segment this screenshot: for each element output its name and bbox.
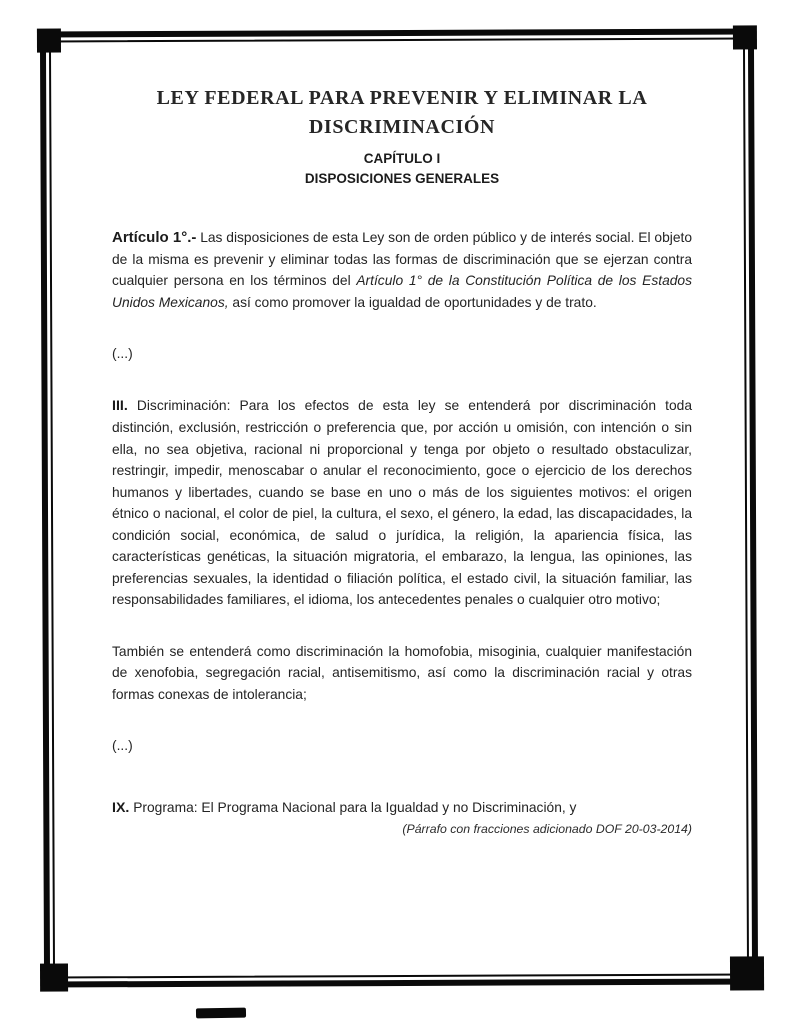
fraction-ix-label: IX. bbox=[112, 799, 130, 816]
document-title-line2: DISCRIMINACIÓN bbox=[308, 116, 496, 138]
paragraph-fraction-ix bbox=[112, 797, 692, 820]
frame-corner-top-left bbox=[37, 28, 61, 52]
chapter-subtitle: DISPOSICIONES GENERALES bbox=[304, 171, 500, 186]
fraction-iii-label: III. bbox=[112, 397, 128, 414]
ellipsis-marker-1: (...) bbox=[112, 346, 133, 361]
document-content bbox=[112, 84, 692, 836]
amendment-note: (Párrafo con fracciones adicionado DOF 20-03-2014) bbox=[402, 822, 692, 836]
article-1-label: Artículo 1°.- bbox=[112, 229, 197, 246]
frame-corner-bottom-right bbox=[730, 956, 764, 990]
chapter-heading: CAPÍTULO I bbox=[363, 151, 441, 166]
ellipsis-marker-2: (...) bbox=[112, 738, 133, 753]
article-1-text-after: así como promover la igualdad de oportunidades y de trato. bbox=[228, 294, 597, 310]
scan-artifact-mark bbox=[196, 1008, 246, 1019]
paragraph-article-1 bbox=[112, 227, 692, 313]
article-1-italic-citation: Artículo 1° de la Constitución Política de los Estados Unidos Mexicanos, bbox=[112, 273, 692, 310]
paragraph-fraction-iii bbox=[112, 395, 692, 611]
frame-corner-bottom-left bbox=[40, 963, 68, 991]
fraction-iii-text: Discriminación: Para los efectos de esta ley se entenderá por discriminación toda distinción, exclusión, restricción o preferencia que, por acción u omisión, con intención o sin ella, no sea objetiva, racional ni proporcional y tenga por objeto o resultado obstaculizar, restringir, impedir, menoscabar o anular el reconocimiento, goce o ejercicio de los derechos humanos y libertades, cuando se base en uno o más de los siguientes motivos: el origen étnico o nacional, el color de piel, la cultura, el sexo, el género, la edad, las discapacidades, la condición social, económica, de salud o jurídica, la religión, la apariencia física, las características genéticas, la situación migratoria, el embarazo, la lengua, las opiniones, las preferencias sexuales, la identidad o filiación política, el estado civil, la situación familiar, las responsabilidades familiares, el idioma, los antecedentes penales o cualquier otro motivo; bbox=[112, 397, 692, 607]
frame-corner-top-right bbox=[733, 25, 757, 49]
document-title bbox=[112, 84, 692, 142]
article-1-text-before: Las disposiciones de esta Ley son de orden público y de interés social. El objeto de la misma es prevenir y eliminar todas las formas de discriminación que se ejerzan contra cualquier persona en los términos del bbox=[112, 230, 692, 288]
fraction-ix-text: Programa: El Programa Nacional para la Igualdad y no Discriminación, y bbox=[129, 799, 577, 815]
paragraph-homophobia-discrimination: También se entenderá como discriminación la homofobia, misoginia, cualquier manifestación de xenofobia, segregación racial, antisemitismo, así como la discriminación racial y otras formas conexas de intolerancia; bbox=[112, 643, 692, 702]
document-title-line1: LEY FEDERAL PARA PREVENIR Y ELIMINAR LA bbox=[156, 87, 648, 109]
